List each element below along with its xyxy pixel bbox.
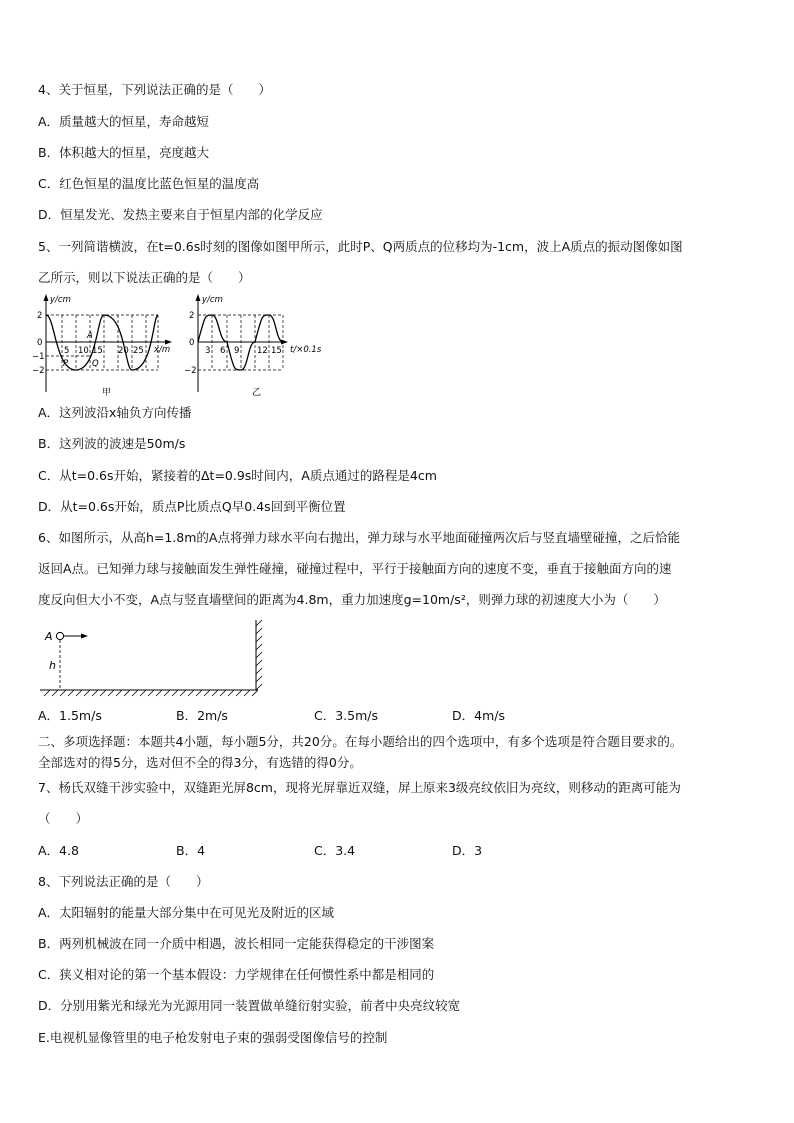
q5-option-a: A．这列波沿x轴负方向传播 (38, 405, 192, 420)
q8-option-e: E.电视机显像管里的电子枪发射电子束的强弱受图像信号的控制 (38, 1030, 388, 1045)
q4-option-d: D．恒星发光、发热主要来自于恒星内部的化学反应 (38, 207, 323, 222)
point-a-label: A (45, 630, 53, 643)
jia-ylabel: y/cm (50, 295, 71, 305)
q8-option-a: A．太阳辐射的能量大部分集中在可见光及附近的区域 (38, 905, 335, 920)
jia-xtick-5: 5 (64, 346, 70, 356)
q8-stem: 8、下列说法正确的是（ ） (38, 874, 209, 889)
vibration-graph-yi (186, 290, 336, 400)
q5-option-d: D．从t=0.6s开始，质点P比质点Q早0.4s回到平衡位置 (38, 499, 346, 514)
yi-ytick-m2: −2 (184, 366, 197, 376)
q7-stem-line1: 7、杨氏双缝干涉实验中，双缝距光屏8cm，现将光屏靠近双缝，屏上原来3级亮纹依旧为亮纹，则移动的距离可能为 (38, 780, 681, 795)
q6-stem-line1: 6、如图所示，从高h=1.8m的A点将弹力球水平向右抛出，弹力球与水平地面碰撞两次后与竖直墙壁碰撞，之后恰能 (38, 530, 680, 545)
yi-ylabel: y/cm (202, 295, 223, 305)
q4-option-c: C．红色恒星的温度比蓝色恒星的温度高 (38, 176, 260, 191)
q7-option-d: D．3 (452, 843, 483, 858)
q8-option-c: C．狭义相对论的第一个基本假设：力学规律在任何惯性系中都是相同的 (38, 967, 435, 982)
height-h-label: h (49, 659, 56, 672)
q5-option-c: C．从t=0.6s开始，紧接着的Δt=0.9s时间内，A质点通过的路程是4cm (38, 468, 437, 483)
jia-point-q: Q (92, 359, 99, 369)
yi-xtick-15: 15 (271, 346, 282, 356)
jia-point-p: P (63, 359, 69, 369)
jia-ytick-m2: −2 (32, 366, 45, 376)
q6-option-c: C．3.5m/s (314, 708, 379, 723)
jia-caption: 甲 (102, 388, 112, 398)
wave-graph-jia (32, 290, 186, 400)
yi-xlabel: t/×0.1s (290, 345, 322, 355)
q4-option-a: A．质量越大的恒星，寿命越短 (38, 114, 210, 129)
section2-line1: 二、多项选择题：本题共4小题，每小题5分，共20分。在每小题给出的四个选项中，有多个选项是符合题目要求的。 (38, 734, 683, 749)
yi-xtick-9: 9 (234, 346, 240, 356)
jia-xtick-15: 15 (92, 346, 103, 356)
yi-caption: 乙 (252, 388, 262, 398)
q6-option-d: D．4m/s (452, 708, 505, 723)
q6-stem-line3: 度反向但大小不变，A点与竖直墙壁间的距离为4.8m，重力加速度g=10m/s²，则弹力球的初速度大小为（ ） (38, 592, 666, 607)
q7-option-b: B．4 (176, 843, 206, 858)
section2-line2: 全部选对的得5分，选对但不全的得3分，有选错的得0分。 (38, 755, 362, 770)
jia-ytick-2: 2 (37, 311, 43, 321)
q4-option-b: B．体积越大的恒星，亮度越大 (38, 145, 210, 160)
jia-point-a: A (87, 331, 93, 341)
jia-xlabel: x/m (154, 345, 171, 355)
projectile-diagram (36, 618, 276, 702)
q7-stem-line2: （ ） (38, 811, 89, 826)
q7-option-a: A．4.8 (38, 843, 79, 858)
q5-stem-line1: 5、一列简谐横波，在t=0.6s时刻的图像如图甲所示，此时P、Q两质点的位移均为-1cm，波上A质点的振动图像如图 (38, 239, 683, 254)
yi-xtick-6: 6 (220, 346, 226, 356)
q5-stem-line2: 乙所示，则以下说法正确的是（ ） (38, 270, 251, 285)
yi-ytick-0: 0 (189, 338, 195, 348)
jia-ytick-m1: −1 (32, 352, 45, 362)
q7-option-c: C．3.4 (314, 843, 356, 858)
yi-xtick-12: 12 (257, 346, 268, 356)
q8-option-d: D．分别用紫光和绿光为光源用同一装置做单缝衍射实验，前者中央亮纹较宽 (38, 998, 461, 1013)
q6-option-b: B．2m/s (176, 708, 228, 723)
q6-option-a: A．1.5m/s (38, 708, 102, 723)
yi-xtick-3: 3 (205, 346, 211, 356)
q8-option-b: B．两列机械波在同一介质中相遇，波长相同一定能获得稳定的干涉图案 (38, 936, 435, 951)
jia-xtick-25: 25 (133, 346, 144, 356)
q4-stem: 4、关于恒星，下列说法正确的是（ ） (38, 82, 271, 97)
jia-xtick-20: 20 (118, 346, 129, 356)
q6-stem-line2: 返回A点。已知弹力球与接触面发生弹性碰撞，碰撞过程中，平行于接触面方向的速度不变，垂直于接触面方向的速 (38, 561, 672, 576)
jia-ytick-0: 0 (37, 338, 43, 348)
jia-xtick-10: 10 (78, 346, 89, 356)
q5-option-b: B．这列波的波速是50m/s (38, 436, 186, 451)
yi-ytick-2: 2 (189, 311, 195, 321)
